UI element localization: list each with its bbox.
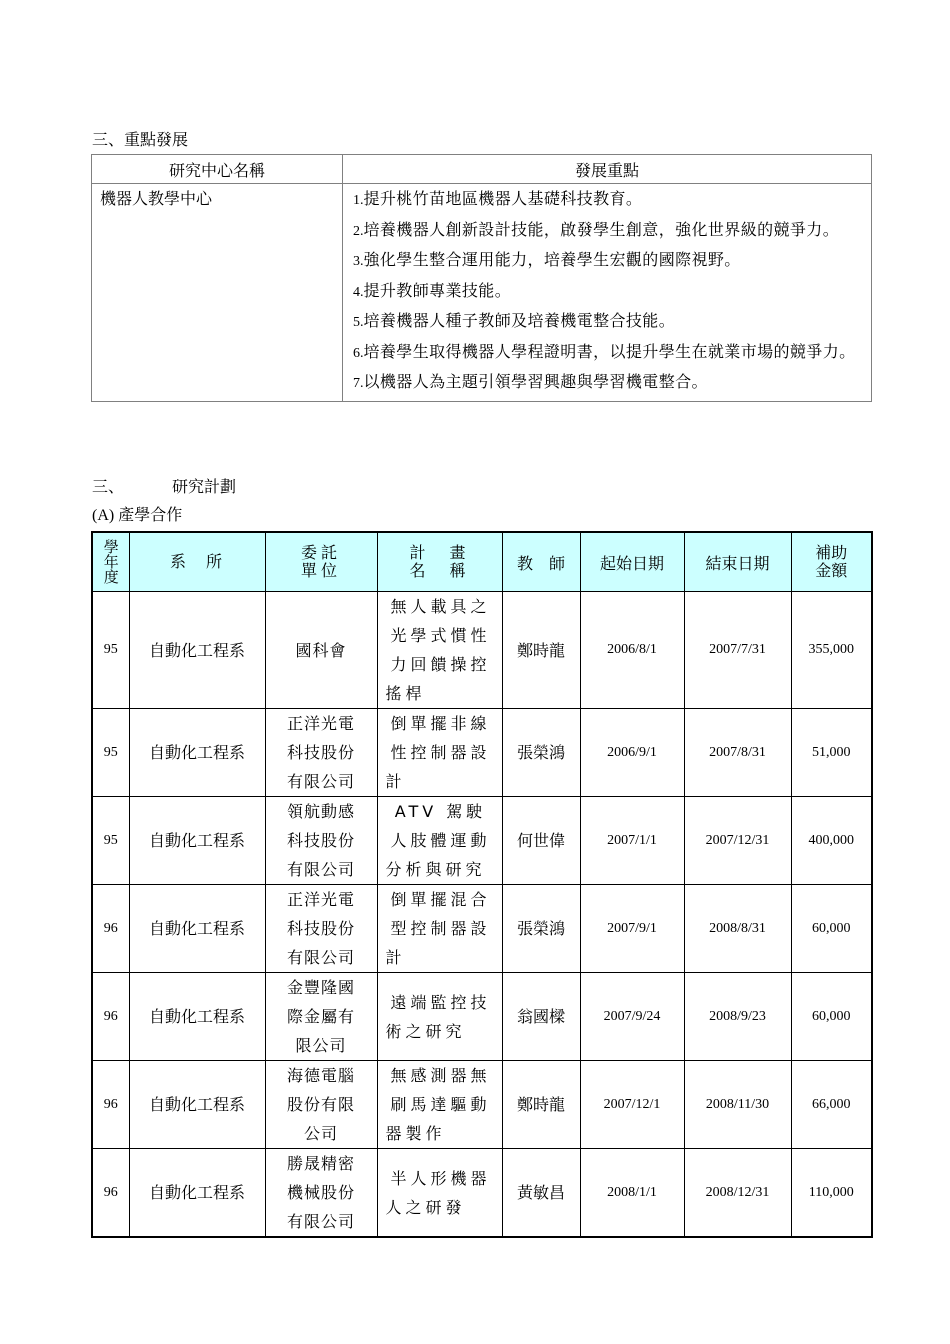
header-start: 起始日期 [580, 532, 684, 592]
focus-point [343, 216, 871, 247]
table-row [92, 709, 872, 797]
section2-title-prefix: 三、 [92, 477, 125, 496]
unit-cell: 正洋光電科技股份有限公司 [265, 709, 377, 797]
dept-cell: 自動化工程系 [129, 1149, 265, 1238]
unit-cell: 正洋光電科技股份有限公司 [265, 885, 377, 973]
development-focus-table [91, 154, 872, 402]
start-date-cell: 2007/9/24 [580, 973, 684, 1061]
focus-point [343, 277, 871, 308]
header-focus: 發展重點 [343, 155, 872, 184]
point-text: 提升桃竹苗地區機器人基礎科技教育。 [363, 189, 643, 208]
teacher-cell: 張榮鴻 [502, 885, 580, 973]
focus-point [343, 246, 871, 277]
teacher-cell: 何世偉 [502, 797, 580, 885]
end-date-cell: 2007/8/31 [684, 709, 791, 797]
header-dept: 系 所 [129, 532, 265, 592]
header-center-name: 研究中心名稱 [92, 155, 343, 184]
unit-cell: 國科會 [265, 592, 377, 709]
start-date-cell: 2007/1/1 [580, 797, 684, 885]
point-number: 1. [353, 193, 364, 208]
header-amount: 補助金額 [791, 532, 872, 592]
point-text: 提升教師專業技能。 [363, 280, 512, 300]
amount-cell: 110,000 [791, 1149, 872, 1238]
start-date-cell: 2006/9/1 [580, 709, 684, 797]
point-text: 培養機器人種子教師及培養機電整合技能。 [363, 311, 676, 330]
dept-cell: 自動化工程系 [129, 973, 265, 1061]
point-number: 3. [353, 254, 364, 269]
section1-title: 三、重點發展 [92, 130, 189, 149]
unit-cell: 領航動感科技股份有限公司 [265, 797, 377, 885]
plan-cell: 遠端監控技術之研究 [377, 973, 502, 1061]
amount-cell: 51,000 [791, 709, 872, 797]
teacher-cell: 張榮鴻 [502, 709, 580, 797]
unit-cell: 金豐隆國際金屬有限公司 [265, 973, 377, 1061]
year-cell: 95 [92, 709, 129, 797]
header-end: 結束日期 [684, 532, 791, 592]
teacher-cell: 鄭時龍 [502, 592, 580, 709]
unit-cell: 勝晟精密機械股份有限公司 [265, 1149, 377, 1238]
end-date-cell: 2007/7/31 [684, 592, 791, 709]
end-date-cell: 2008/11/30 [684, 1061, 791, 1149]
plan-cell: 倒單擺非線性控制器設計 [377, 709, 502, 797]
focus-point [343, 185, 871, 216]
dept-cell: 自動化工程系 [129, 592, 265, 709]
plan-cell: 無感測器無刷馬達驅動器製作 [377, 1061, 502, 1149]
point-text: 以機器人為主題引領學習興趣與學習機電整合。 [363, 372, 708, 391]
year-cell: 96 [92, 1149, 129, 1238]
unit-cell: 海德電腦股份有限公司 [265, 1061, 377, 1149]
focus-point [343, 338, 871, 369]
header-unit: 委託單位 [265, 532, 377, 592]
plan-cell: 半人形機器人之研發 [377, 1149, 502, 1238]
teacher-cell: 翁國樑 [502, 973, 580, 1061]
point-text: 培養機器人創新設計技能，啟發學生創意，強化世界級的競爭力。 [363, 219, 840, 239]
year-cell: 96 [92, 973, 129, 1061]
amount-cell: 355,000 [791, 592, 872, 709]
table-row [92, 1061, 872, 1149]
table-header-row [92, 532, 872, 592]
dept-cell: 自動化工程系 [129, 709, 265, 797]
table-row [92, 1149, 872, 1238]
point-number: 4. [353, 284, 364, 300]
table-row [92, 973, 872, 1061]
year-cell: 96 [92, 885, 129, 973]
header-teacher: 教 師 [502, 532, 580, 592]
industry-cooperation-table [91, 531, 873, 1238]
table-header-row [92, 155, 872, 184]
table-row [92, 797, 872, 885]
header-year: 學年度 [92, 532, 129, 592]
start-date-cell: 2006/8/1 [580, 592, 684, 709]
table-row [92, 592, 872, 709]
amount-cell: 60,000 [791, 885, 872, 973]
year-cell: 95 [92, 797, 129, 885]
dept-cell: 自動化工程系 [129, 1061, 265, 1149]
end-date-cell: 2008/9/23 [684, 973, 791, 1061]
point-number: 6. [353, 345, 364, 361]
point-number: 5. [353, 315, 364, 330]
section2-title [92, 477, 236, 497]
focus-points-cell [343, 184, 872, 402]
point-number: 2. [353, 223, 364, 239]
teacher-cell: 鄭時龍 [502, 1061, 580, 1149]
point-text: 強化學生整合運用能力，培養學生宏觀的國際視野。 [363, 250, 741, 269]
section2-title-text: 研究計劃 [172, 477, 237, 496]
header-plan: 計 畫名 稱 [377, 532, 502, 592]
plan-cell: 倒單擺混合型控制器設計 [377, 885, 502, 973]
amount-cell: 60,000 [791, 973, 872, 1061]
year-cell: 95 [92, 592, 129, 709]
end-date-cell: 2007/12/31 [684, 797, 791, 885]
year-cell: 96 [92, 1061, 129, 1149]
dept-cell: 自動化工程系 [129, 885, 265, 973]
table-row [92, 885, 872, 973]
start-date-cell: 2008/1/1 [580, 1149, 684, 1238]
point-number: 7. [353, 376, 364, 391]
start-date-cell: 2007/12/1 [580, 1061, 684, 1149]
plan-cell: 無人載具之光學式慣性力回饋操控搖桿 [377, 592, 502, 709]
teacher-cell: 黃敏昌 [502, 1149, 580, 1238]
end-date-cell: 2008/8/31 [684, 885, 791, 973]
center-name-cell: 機器人教學中心 [92, 184, 343, 402]
amount-cell: 400,000 [791, 797, 872, 885]
plan-cell: ATV 駕駛人肢體運動分析與研究 [377, 797, 502, 885]
start-date-cell: 2007/9/1 [580, 885, 684, 973]
focus-point [343, 307, 871, 338]
section2-subtitle: (A) 產學合作 [92, 507, 183, 524]
dept-cell: 自動化工程系 [129, 797, 265, 885]
table-row [92, 184, 872, 402]
end-date-cell: 2008/12/31 [684, 1149, 791, 1238]
focus-point [343, 368, 871, 399]
amount-cell: 66,000 [791, 1061, 872, 1149]
point-text: 培養學生取得機器人學程證明書，以提升學生在就業市場的競爭力。 [363, 341, 856, 361]
